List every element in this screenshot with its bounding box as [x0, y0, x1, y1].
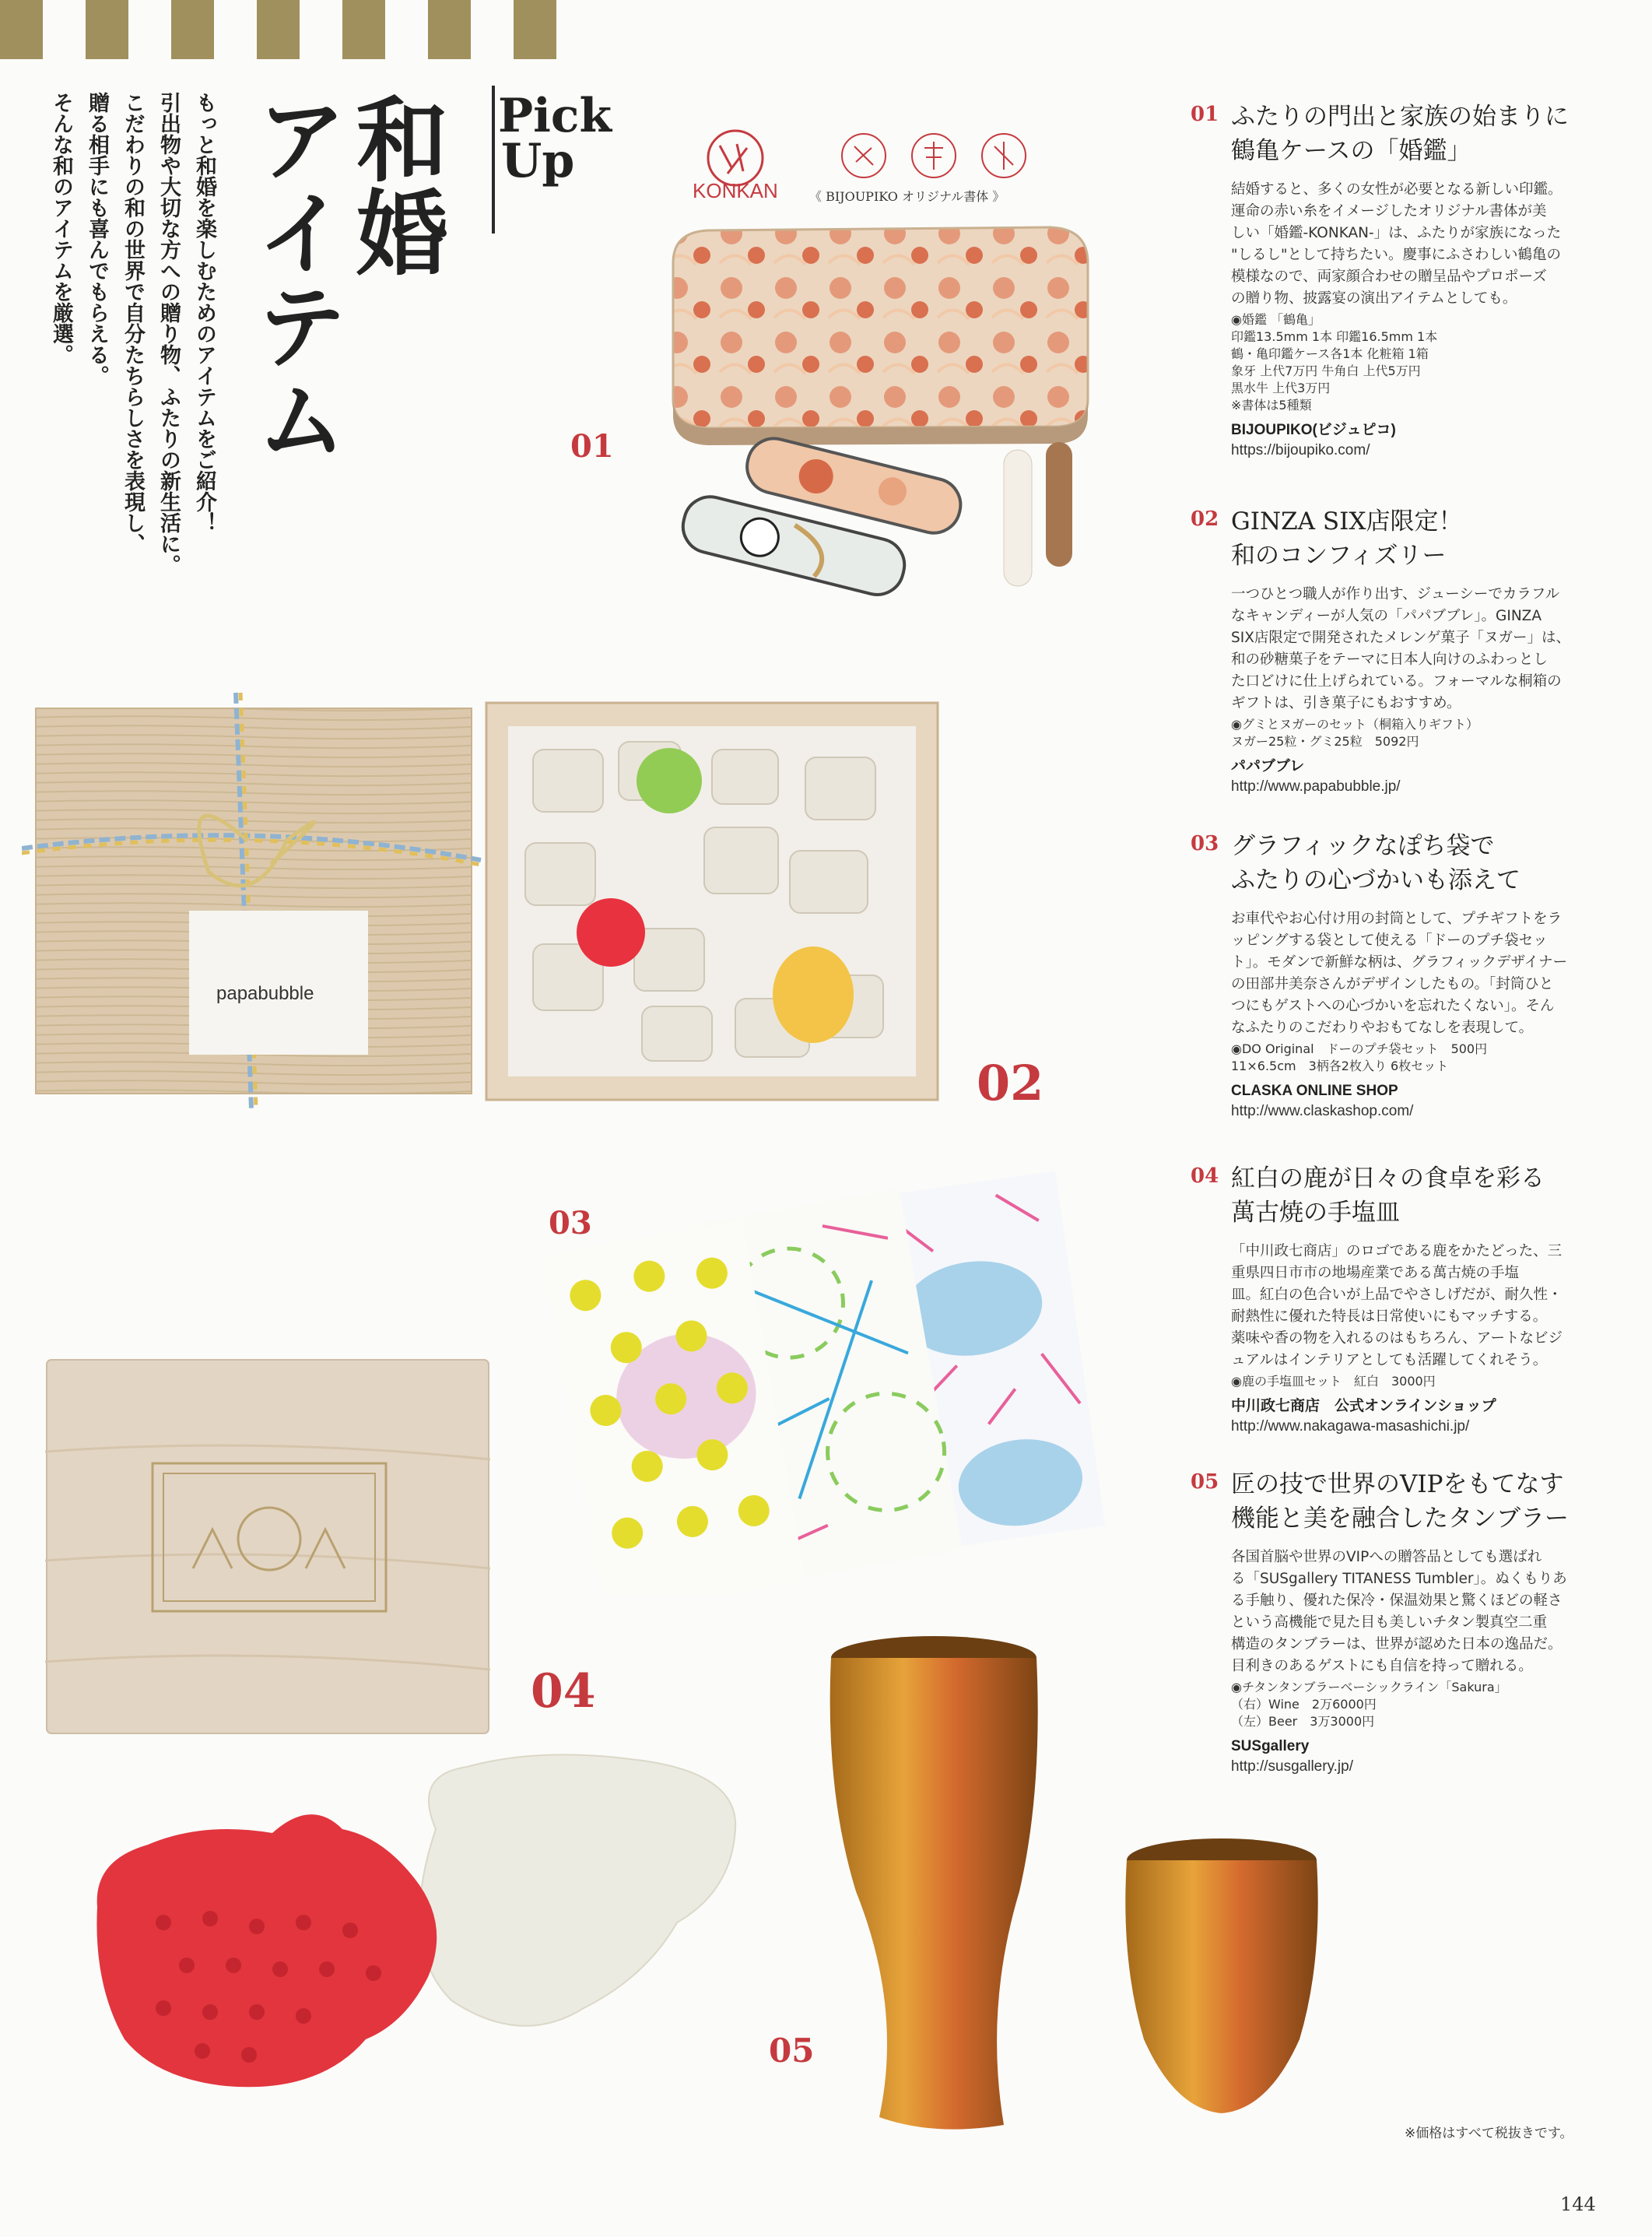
item-heading: [1231, 504, 1580, 573]
body-line: なふたりのこだわりやおもてなしを表現して。: [1231, 1020, 1534, 1036]
spec-line: 11×6.5cm 3柄各2枚入り 6枚セット: [1231, 1059, 1449, 1073]
heading-line: 萬古焼の手塩皿: [1231, 1199, 1400, 1227]
body-line: 「中川政七商店」のロゴである鹿をかたどった、三: [1231, 1243, 1563, 1259]
shop-name: パパブブレ: [1231, 758, 1305, 774]
spec-line: ◉鹿の手塩皿セット 紅白 3000円: [1231, 1374, 1436, 1389]
body-line: 和の砂糖菓子をテーマに日本人向けのふわっとし: [1231, 651, 1548, 668]
heading-line: ふたりの心づかいも添えて: [1231, 866, 1520, 894]
body-line: た口どけに仕上げられている。フォーマルな桐箱の: [1231, 673, 1562, 690]
item-01: [1191, 100, 1580, 461]
body-line: ト」。モダンで新鮮な柄は、グラフィックデザイナー: [1231, 954, 1568, 971]
body-line: ュアルはインテリアとしても活躍してくれそう。: [1231, 1352, 1548, 1368]
spec-line: 鶴・亀印鑑ケース各1本 化粧箱 1箱: [1231, 346, 1429, 361]
shop-name: BIJOUPIKO(ビジュピコ): [1231, 422, 1396, 438]
shop-url[interactable]: http://www.claskashop.com/: [1231, 1103, 1414, 1119]
body-line: る「SUSgallery TITANESS Tumbler」。ぬくもりあ: [1231, 1571, 1567, 1587]
body-line: 皿。紅白の色合いが上品でやさしげだが、耐久性・: [1231, 1287, 1563, 1303]
body-line: 結婚すると、多くの女性が必要となる新しい印鑑。: [1231, 181, 1563, 198]
spec-line: 黒水牛 上代3万円: [1231, 381, 1331, 395]
heading-line: 鶴亀ケースの「婚鑑」: [1231, 137, 1471, 165]
spec-line: （左）Beer 3万3000円: [1231, 1714, 1375, 1729]
photo-number-04: 04: [531, 1664, 596, 1719]
item-number: 05: [1191, 1470, 1219, 1494]
item-heading: [1231, 1161, 1580, 1230]
item-body: [1231, 584, 1580, 715]
body-line: ギフトは、引き菓子にもおすすめ。: [1231, 695, 1461, 711]
body-line: 構造のタンブラーは、世界が認めた日本の逸品だ。: [1231, 1636, 1563, 1652]
heading-line: 匠の技で世界のVIPをもてなす: [1231, 1470, 1564, 1498]
price-footnote: ※価格はすべて税抜きです。: [1405, 2126, 1573, 2141]
heading-line: 紅白の鹿が日々の食卓を彩る: [1231, 1164, 1545, 1192]
body-line: 目利きのあるゲストにも自信を持って贈れる。: [1231, 1658, 1533, 1674]
pickup-label: [498, 89, 612, 188]
body-line: 薬味や香の物を入れるのはもちろん、アートなビジ: [1231, 1330, 1563, 1347]
item-03: [1191, 829, 1580, 1122]
photo-number-02: 02: [977, 1055, 1044, 1111]
body-line: 一つひとつ職人が作り出す、ジューシーでカラフル: [1231, 586, 1560, 602]
wooden-box-photo: [45, 1358, 490, 1736]
shop-name: CLASKA ONLINE SHOP: [1231, 1083, 1398, 1099]
shop-url[interactable]: https://bijoupiko.com/: [1231, 442, 1370, 458]
font-sample-seals: [833, 131, 1035, 185]
item-body: [1231, 908, 1580, 1039]
photo-number-05: 05: [769, 2032, 815, 2070]
spec-line: ヌガー25粒・グミ25粒 5092円: [1231, 734, 1419, 749]
body-line: つにもゲストへの心づかいを忘れたくない」。そん: [1231, 998, 1555, 1014]
intro-line: 贈る相手にも喜んでもらえる。: [85, 92, 109, 386]
item-spec: [1231, 716, 1580, 750]
body-line: の贈り物、披露宴の演出アイテムとしても。: [1231, 290, 1517, 307]
pickup-line1: Pick: [498, 89, 612, 143]
intro-line: 引出物や大切な方への贈り物、ふたりの新生活に。: [156, 92, 181, 575]
spec-line: 印鑑13.5mm 1本 印鑑16.5mm 1本: [1231, 329, 1438, 344]
spec-line: （右）Wine 2万6000円: [1231, 1697, 1377, 1712]
konkan-product-photo: [661, 216, 1097, 621]
item-body: [1231, 179, 1580, 310]
heading-line: ふたりの門出と家族の始まりに: [1231, 103, 1569, 131]
item-body: [1231, 1547, 1580, 1677]
body-line: しい「婚鑑-KONKAN-」は、ふたりが家族になった: [1231, 225, 1562, 241]
font-caption: 《 BIJOUPIKO オリジナル書体 》: [809, 189, 1005, 204]
item-number: 04: [1191, 1164, 1219, 1188]
page-title-line1: 和婚: [340, 92, 449, 279]
item-spec: [1231, 1373, 1580, 1390]
body-line: 耐熱性に優れた特長は日常使いにもマッチする。: [1231, 1308, 1548, 1325]
item-number: 02: [1191, 507, 1219, 531]
shop-name: 中川政七商店 公式オンラインショップ: [1231, 1398, 1496, 1414]
spec-line: ◉チタンタンブラーベーシックライン「Sakura」: [1231, 1680, 1507, 1694]
shop-name: SUSgallery: [1231, 1738, 1310, 1754]
item-number: 03: [1191, 832, 1219, 855]
body-line: なキャンディーが人気の「パパブブレ」。GINZA: [1231, 608, 1542, 624]
top-stripes: [0, 0, 599, 59]
photo-number-01: 01: [570, 428, 614, 465]
shop-url[interactable]: http://www.nakagawa-masashichi.jp/: [1231, 1418, 1470, 1435]
item-heading: [1231, 100, 1580, 168]
body-line: 重県四日市市の地場産業である萬古焼の手塩: [1231, 1265, 1520, 1281]
pickup-line2: Up: [501, 134, 575, 188]
body-line: る手触り、優れた保冷・保温効果と驚くほどの軽さ: [1231, 1593, 1563, 1609]
spec-line: ◉DO Original ドーのプチ袋セット 500円: [1231, 1041, 1488, 1056]
spec-line: ◉婚鑑 「鶴亀」: [1231, 312, 1321, 327]
papabubble-label: papabubble: [216, 983, 314, 1004]
shop-url[interactable]: http://susgallery.jp/: [1231, 1758, 1354, 1775]
item-04: [1191, 1161, 1580, 1437]
spec-line: ※書体は5種類: [1231, 398, 1312, 413]
konkan-label: KONKAN: [693, 179, 778, 202]
heading-line: 機能と美を融合したタンブラー: [1231, 1505, 1569, 1533]
intro-text: [43, 92, 222, 683]
heading-line: GINZA SIX店限定！: [1231, 507, 1463, 536]
papabubble-box-photo: [22, 685, 489, 1113]
page-number: 144: [1560, 2193, 1596, 2215]
item-heading: [1231, 829, 1580, 897]
item-05: [1191, 1467, 1580, 1777]
spec-line: ◉グミとヌガーのセット（桐箱入りギフト）: [1231, 717, 1478, 732]
item-body: [1231, 1241, 1580, 1371]
photo-number-03: 03: [549, 1205, 592, 1241]
body-line: 模様なので、両家顔合わせの贈呈品やプロポーズ: [1231, 269, 1547, 285]
body-line: 運命の赤い糸をイメージしたオリジナル書体が美: [1231, 203, 1547, 219]
item-02: [1191, 504, 1580, 797]
item-spec: [1231, 1041, 1580, 1075]
body-line: SIX店限定で開発されたメレンゲ菓子「ヌガー」は、: [1231, 630, 1571, 646]
pickup-divider: [492, 86, 495, 234]
shop-url[interactable]: http://www.papabubble.jp/: [1231, 778, 1401, 795]
item-spec: [1231, 311, 1580, 414]
page-title-line2: アイテム: [240, 92, 349, 465]
item-number: 01: [1191, 103, 1219, 126]
body-line: 各国首脳や世界のVIPへの贈答品としても選ばれ: [1231, 1549, 1542, 1565]
heading-line: 和のコンフィズリー: [1231, 542, 1447, 570]
deer-plates-photo: [86, 1744, 755, 2102]
item-heading: [1231, 1467, 1580, 1536]
intro-line: こだわりの和の世界で自分たちらしさを表現し、: [121, 92, 145, 554]
body-line: お車代やお心付け用の封筒として、プチギフトをラ: [1231, 911, 1563, 927]
heading-line: グラフィックなぽち袋で: [1231, 832, 1495, 860]
body-line: の田部井美奈さんがデザインしたもの。「封筒ひと: [1231, 976, 1554, 992]
intro-line: そんな和のアイテムを厳選。: [49, 92, 73, 365]
envelopes-photo: [549, 1160, 1109, 1596]
body-line: という高機能で見た目も美しいチタン製真空二重: [1231, 1614, 1548, 1631]
intro-line: もっと和婚を楽しむためのアイテムをご紹介！: [192, 92, 216, 533]
spec-line: 象牙 上代7万円 牛角白 上代5万円: [1231, 363, 1421, 378]
body-line: ッピングする袋として使える「ドーのプチ袋セッ: [1231, 932, 1548, 949]
body-line: "しるし"として持ちたい。慶事にふさわしい鶴亀の: [1231, 247, 1562, 263]
item-spec: [1231, 1679, 1580, 1730]
nougat-box-photo: [479, 695, 945, 1108]
